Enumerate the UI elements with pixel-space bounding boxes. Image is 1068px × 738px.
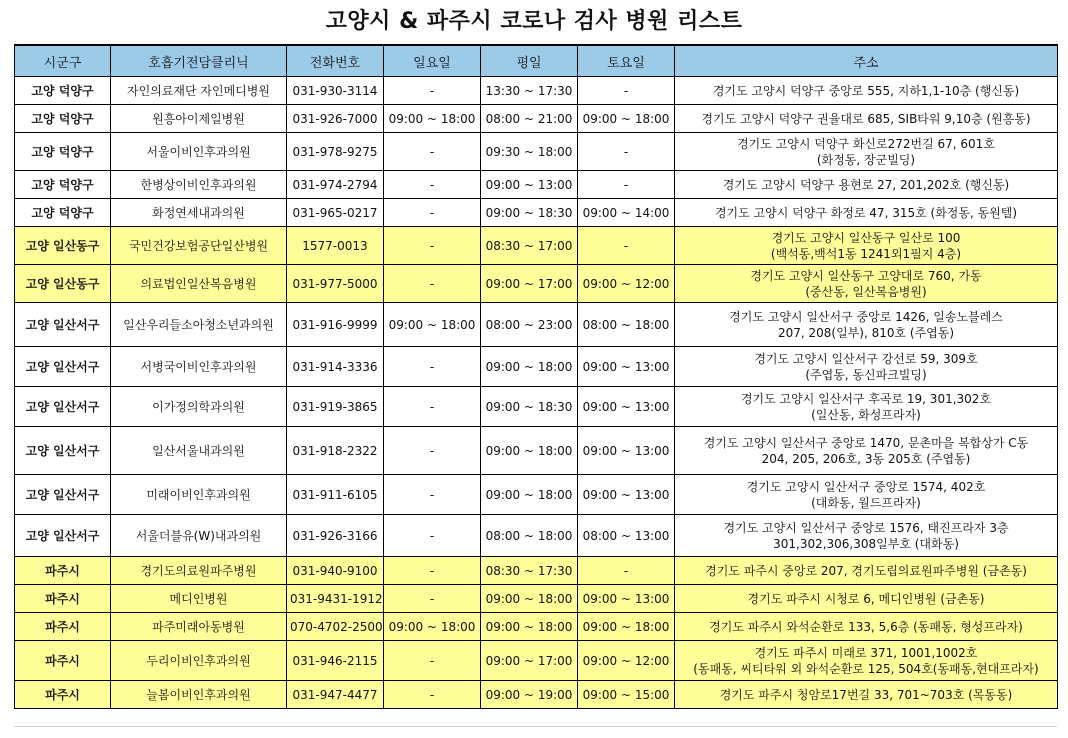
header-sunday: 일요일 [384, 45, 481, 77]
address-line: 301,302,306,308일부호 (대화동) [773, 536, 959, 551]
sunday-hours-cell: - [384, 427, 481, 475]
sunday-hours-cell: - [384, 557, 481, 585]
address-line: 207, 208(일부), 810호 (주엽동) [777, 325, 955, 340]
address-cell [675, 199, 1058, 227]
address-line: 경기도 파주시 와석순환로 133, 5,6층 (동패동, 형성프라자) [709, 619, 1023, 634]
address-line: 경기도 고양시 덕양구 화정로 47, 315호 (화정동, 동원텔) [714, 205, 1018, 220]
address-line: (일산동, 화성프라자) [811, 407, 921, 422]
sunday-hours-cell: 09:00 ~ 18:00 [384, 105, 481, 133]
address-cell [675, 265, 1058, 303]
sunday-hours-cell: - [384, 227, 481, 265]
region-cell: 파주시 [15, 613, 111, 641]
weekday-hours-cell: 08:30 ~ 17:00 [481, 227, 578, 265]
saturday-hours-cell: 09:00 ~ 13:00 [578, 387, 675, 427]
weekday-hours-cell: 09:00 ~ 18:30 [481, 387, 578, 427]
phone-cell: 031-940-9100 [287, 557, 384, 585]
weekday-hours-cell: 09:30 ~ 18:00 [481, 133, 578, 171]
saturday-hours-cell: 09:00 ~ 13:00 [578, 347, 675, 387]
saturday-hours-cell: 08:00 ~ 13:00 [578, 515, 675, 557]
phone-cell: 031-916-9999 [287, 303, 384, 347]
address-line: 경기도 고양시 일산동구 고양대로 760, 가동 [750, 268, 982, 283]
weekday-hours-cell: 09:00 ~ 18:00 [481, 613, 578, 641]
saturday-hours-cell: 08:00 ~ 18:00 [578, 303, 675, 347]
phone-cell: 1577-0013 [287, 227, 384, 265]
region-cell: 고양 일산서구 [15, 515, 111, 557]
clinic-cell: 미래이비인후과의원 [111, 475, 287, 515]
clinic-cell: 서병국이비인후과의원 [111, 347, 287, 387]
phone-cell: 031-947-4477 [287, 681, 384, 709]
saturday-hours-cell: 09:00 ~ 15:00 [578, 681, 675, 709]
address-line: 경기도 고양시 일산서구 중앙로 1426, 일송노블레스 [729, 309, 1003, 324]
weekday-hours-cell: 09:00 ~ 18:00 [481, 475, 578, 515]
address-line: 경기도 고양시 일산서구 강선로 59, 309호 [754, 351, 978, 366]
address-cell [675, 387, 1058, 427]
saturday-hours-cell: - [578, 557, 675, 585]
clinic-cell: 의료법인일산복음병원 [111, 265, 287, 303]
phone-cell: 031-978-9275 [287, 133, 384, 171]
sunday-hours-cell: - [384, 585, 481, 613]
phone-cell: 031-914-3336 [287, 347, 384, 387]
weekday-hours-cell: 09:00 ~ 13:00 [481, 171, 578, 199]
clinic-cell: 국민건강보험공단일산병원 [111, 227, 287, 265]
saturday-hours-cell: - [578, 77, 675, 105]
header-saturday: 토요일 [578, 45, 675, 77]
address-line: 경기도 고양시 덕양구 용현로 27, 201,202호 (행신동) [722, 177, 1010, 192]
address-cell [675, 133, 1058, 171]
table-row [15, 303, 1058, 347]
phone-cell: 031-965-0217 [287, 199, 384, 227]
sunday-hours-cell: - [384, 133, 481, 171]
weekday-hours-cell: 09:00 ~ 19:00 [481, 681, 578, 709]
region-cell: 고양 덕양구 [15, 199, 111, 227]
region-cell: 고양 일산서구 [15, 303, 111, 347]
table-row [15, 585, 1058, 613]
phone-cell: 031-974-2794 [287, 171, 384, 199]
table-row [15, 557, 1058, 585]
weekday-hours-cell: 09:00 ~ 17:00 [481, 265, 578, 303]
saturday-hours-cell: 09:00 ~ 12:00 [578, 265, 675, 303]
address-line: 204, 205, 206호, 3동 205호 (주엽동) [761, 451, 971, 466]
clinic-cell: 이가정의학과의원 [111, 387, 287, 427]
address-line: 경기도 파주시 미래로 371, 1001,1002호 [754, 645, 978, 660]
table-row [15, 515, 1058, 557]
table-body [15, 77, 1058, 709]
region-cell: 고양 일산동구 [15, 227, 111, 265]
saturday-hours-cell: 09:00 ~ 13:00 [578, 585, 675, 613]
phone-cell: 031-9431-1912 [287, 585, 384, 613]
weekday-hours-cell: 09:00 ~ 17:00 [481, 641, 578, 681]
table-row [15, 427, 1058, 475]
sunday-hours-cell: - [384, 265, 481, 303]
clinic-cell: 원흥아이제일병원 [111, 105, 287, 133]
table-row [15, 387, 1058, 427]
region-cell: 파주시 [15, 585, 111, 613]
address-line: 경기도 고양시 일산서구 후곡로 19, 301,302호 [740, 391, 992, 406]
table-row [15, 199, 1058, 227]
sunday-hours-cell: 09:00 ~ 18:00 [384, 303, 481, 347]
clinic-cell: 늘봄이비인후과의원 [111, 681, 287, 709]
weekday-hours-cell: 08:00 ~ 21:00 [481, 105, 578, 133]
sunday-hours-cell: - [384, 641, 481, 681]
weekday-hours-cell: 09:00 ~ 18:30 [481, 199, 578, 227]
table-row [15, 105, 1058, 133]
clinic-cell: 두리이비인후과의원 [111, 641, 287, 681]
region-cell: 고양 일산동구 [15, 265, 111, 303]
address-cell [675, 171, 1058, 199]
address-cell [675, 613, 1058, 641]
sunday-hours-cell: - [384, 171, 481, 199]
clinic-cell: 일산서울내과의원 [111, 427, 287, 475]
header-phone: 전화번호 [287, 45, 384, 77]
region-cell: 고양 일산서구 [15, 387, 111, 427]
address-line: (화정동, 장군빌딩) [816, 152, 916, 167]
table-row [15, 347, 1058, 387]
region-cell: 고양 덕양구 [15, 171, 111, 199]
saturday-hours-cell: 09:00 ~ 14:00 [578, 199, 675, 227]
sunday-hours-cell: - [384, 387, 481, 427]
table-row [15, 613, 1058, 641]
address-cell [675, 681, 1058, 709]
weekday-hours-cell: 13:30 ~ 17:30 [481, 77, 578, 105]
region-cell: 고양 덕양구 [15, 77, 111, 105]
address-line: (주엽동, 동신파크빌딩) [805, 367, 927, 382]
sunday-hours-cell: - [384, 199, 481, 227]
address-line: (중산동, 일산복음병원) [805, 284, 927, 299]
phone-cell: 031-926-7000 [287, 105, 384, 133]
page-title: 고양시 & 파주시 코로나 검사 병원 리스트 [325, 9, 743, 34]
region-cell: 고양 일산서구 [15, 347, 111, 387]
header-address: 주소 [675, 45, 1058, 77]
address-line: (백석동,백석1동 1241외1필지 4층) [770, 246, 962, 261]
clinic-cell: 메디인병원 [111, 585, 287, 613]
saturday-hours-cell: - [578, 171, 675, 199]
table-row [15, 227, 1058, 265]
saturday-hours-cell: - [578, 227, 675, 265]
address-cell [675, 585, 1058, 613]
clinic-cell: 한병상이비인후과의원 [111, 171, 287, 199]
region-cell: 파주시 [15, 641, 111, 681]
address-line: 경기도 고양시 일산서구 중앙로 1576, 태진프라자 3층 [723, 520, 1009, 535]
address-cell [675, 515, 1058, 557]
table-row [15, 475, 1058, 515]
weekday-hours-cell: 08:00 ~ 18:00 [481, 515, 578, 557]
bottom-divider [14, 726, 1057, 727]
table-row [15, 77, 1058, 105]
table-row [15, 681, 1058, 709]
address-line: 경기도 고양시 일산동구 일산로 100 [771, 230, 961, 245]
sunday-hours-cell: - [384, 347, 481, 387]
table-row [15, 265, 1058, 303]
address-cell [675, 427, 1058, 475]
table-row [15, 133, 1058, 171]
sunday-hours-cell: - [384, 77, 481, 105]
table-row [15, 171, 1058, 199]
saturday-hours-cell: 09:00 ~ 12:00 [578, 641, 675, 681]
phone-cell: 031-946-2115 [287, 641, 384, 681]
header-region: 시군구 [15, 45, 111, 77]
address-line: (대화동, 월드프라자) [811, 495, 921, 510]
weekday-hours-cell: 09:00 ~ 18:00 [481, 585, 578, 613]
clinic-cell: 화정연세내과의원 [111, 199, 287, 227]
clinic-cell: 서울이비인후과의원 [111, 133, 287, 171]
address-cell [675, 557, 1058, 585]
address-cell [675, 227, 1058, 265]
address-cell [675, 303, 1058, 347]
table-row [15, 641, 1058, 681]
saturday-hours-cell: 09:00 ~ 18:00 [578, 105, 675, 133]
address-cell [675, 475, 1058, 515]
saturday-hours-cell: 09:00 ~ 13:00 [578, 427, 675, 475]
phone-cell: 070-4702-2500 [287, 613, 384, 641]
address-line: 경기도 고양시 일산서구 중앙로 1574, 402호 [746, 479, 986, 494]
sunday-hours-cell: 09:00 ~ 18:00 [384, 613, 481, 641]
weekday-hours-cell: 09:00 ~ 18:00 [481, 427, 578, 475]
region-cell: 고양 일산서구 [15, 475, 111, 515]
sunday-hours-cell: - [384, 681, 481, 709]
sunday-hours-cell: - [384, 515, 481, 557]
clinic-cell: 서울더블유(W)내과의원 [111, 515, 287, 557]
hospital-table [14, 44, 1058, 709]
address-line: 경기도 고양시 덕양구 권율대로 685, SIB타워 9,10층 (원흥동) [701, 111, 1031, 126]
weekday-hours-cell: 09:00 ~ 18:00 [481, 347, 578, 387]
phone-cell: 031-918-2322 [287, 427, 384, 475]
phone-cell: 031-911-6105 [287, 475, 384, 515]
saturday-hours-cell: - [578, 133, 675, 171]
weekday-hours-cell: 08:00 ~ 23:00 [481, 303, 578, 347]
address-line: 경기도 고양시 일산서구 중앙로 1470, 문촌마을 복합상가 C동 [703, 435, 1029, 450]
address-line: (동패동, 씨티타워 외 와석순환로 125, 504호(동패동,현대프라자) [693, 661, 1039, 676]
address-line: 경기도 고양시 덕양구 중앙로 555, 지하1,1-10층 (행신동) [712, 83, 1020, 98]
phone-cell: 031-977-5000 [287, 265, 384, 303]
phone-cell: 031-930-3114 [287, 77, 384, 105]
saturday-hours-cell: 09:00 ~ 18:00 [578, 613, 675, 641]
address-cell [675, 641, 1058, 681]
address-line: 경기도 파주시 시청로 6, 메디인병원 (금촌동) [747, 591, 985, 606]
address-line: 경기도 파주시 중앙로 207, 경기도립의료원파주병원 (금촌동) [705, 563, 1027, 578]
clinic-cell: 일산우리들소아청소년과의원 [111, 303, 287, 347]
address-line: 경기도 파주시 청암로17번길 33, 701~703호 (목동동) [719, 687, 1013, 702]
region-cell: 고양 덕양구 [15, 133, 111, 171]
header-clinic: 호흡기전담클리닉 [111, 45, 287, 77]
header-weekday: 평일 [481, 45, 578, 77]
sunday-hours-cell: - [384, 475, 481, 515]
address-cell [675, 347, 1058, 387]
region-cell: 고양 덕양구 [15, 105, 111, 133]
address-line: 경기도 고양시 덕양구 화신로272번길 67, 601호 [737, 136, 995, 151]
clinic-cell: 자인의료재단 자인메디병원 [111, 77, 287, 105]
weekday-hours-cell: 08:30 ~ 17:30 [481, 557, 578, 585]
clinic-cell: 경기도의료원파주병원 [111, 557, 287, 585]
clinic-cell: 파주미래아동병원 [111, 613, 287, 641]
header-row [15, 45, 1058, 77]
region-cell: 고양 일산서구 [15, 427, 111, 475]
phone-cell: 031-926-3166 [287, 515, 384, 557]
address-cell [675, 77, 1058, 105]
region-cell: 파주시 [15, 681, 111, 709]
region-cell: 파주시 [15, 557, 111, 585]
address-cell [675, 105, 1058, 133]
phone-cell: 031-919-3865 [287, 387, 384, 427]
saturday-hours-cell: 09:00 ~ 13:00 [578, 475, 675, 515]
